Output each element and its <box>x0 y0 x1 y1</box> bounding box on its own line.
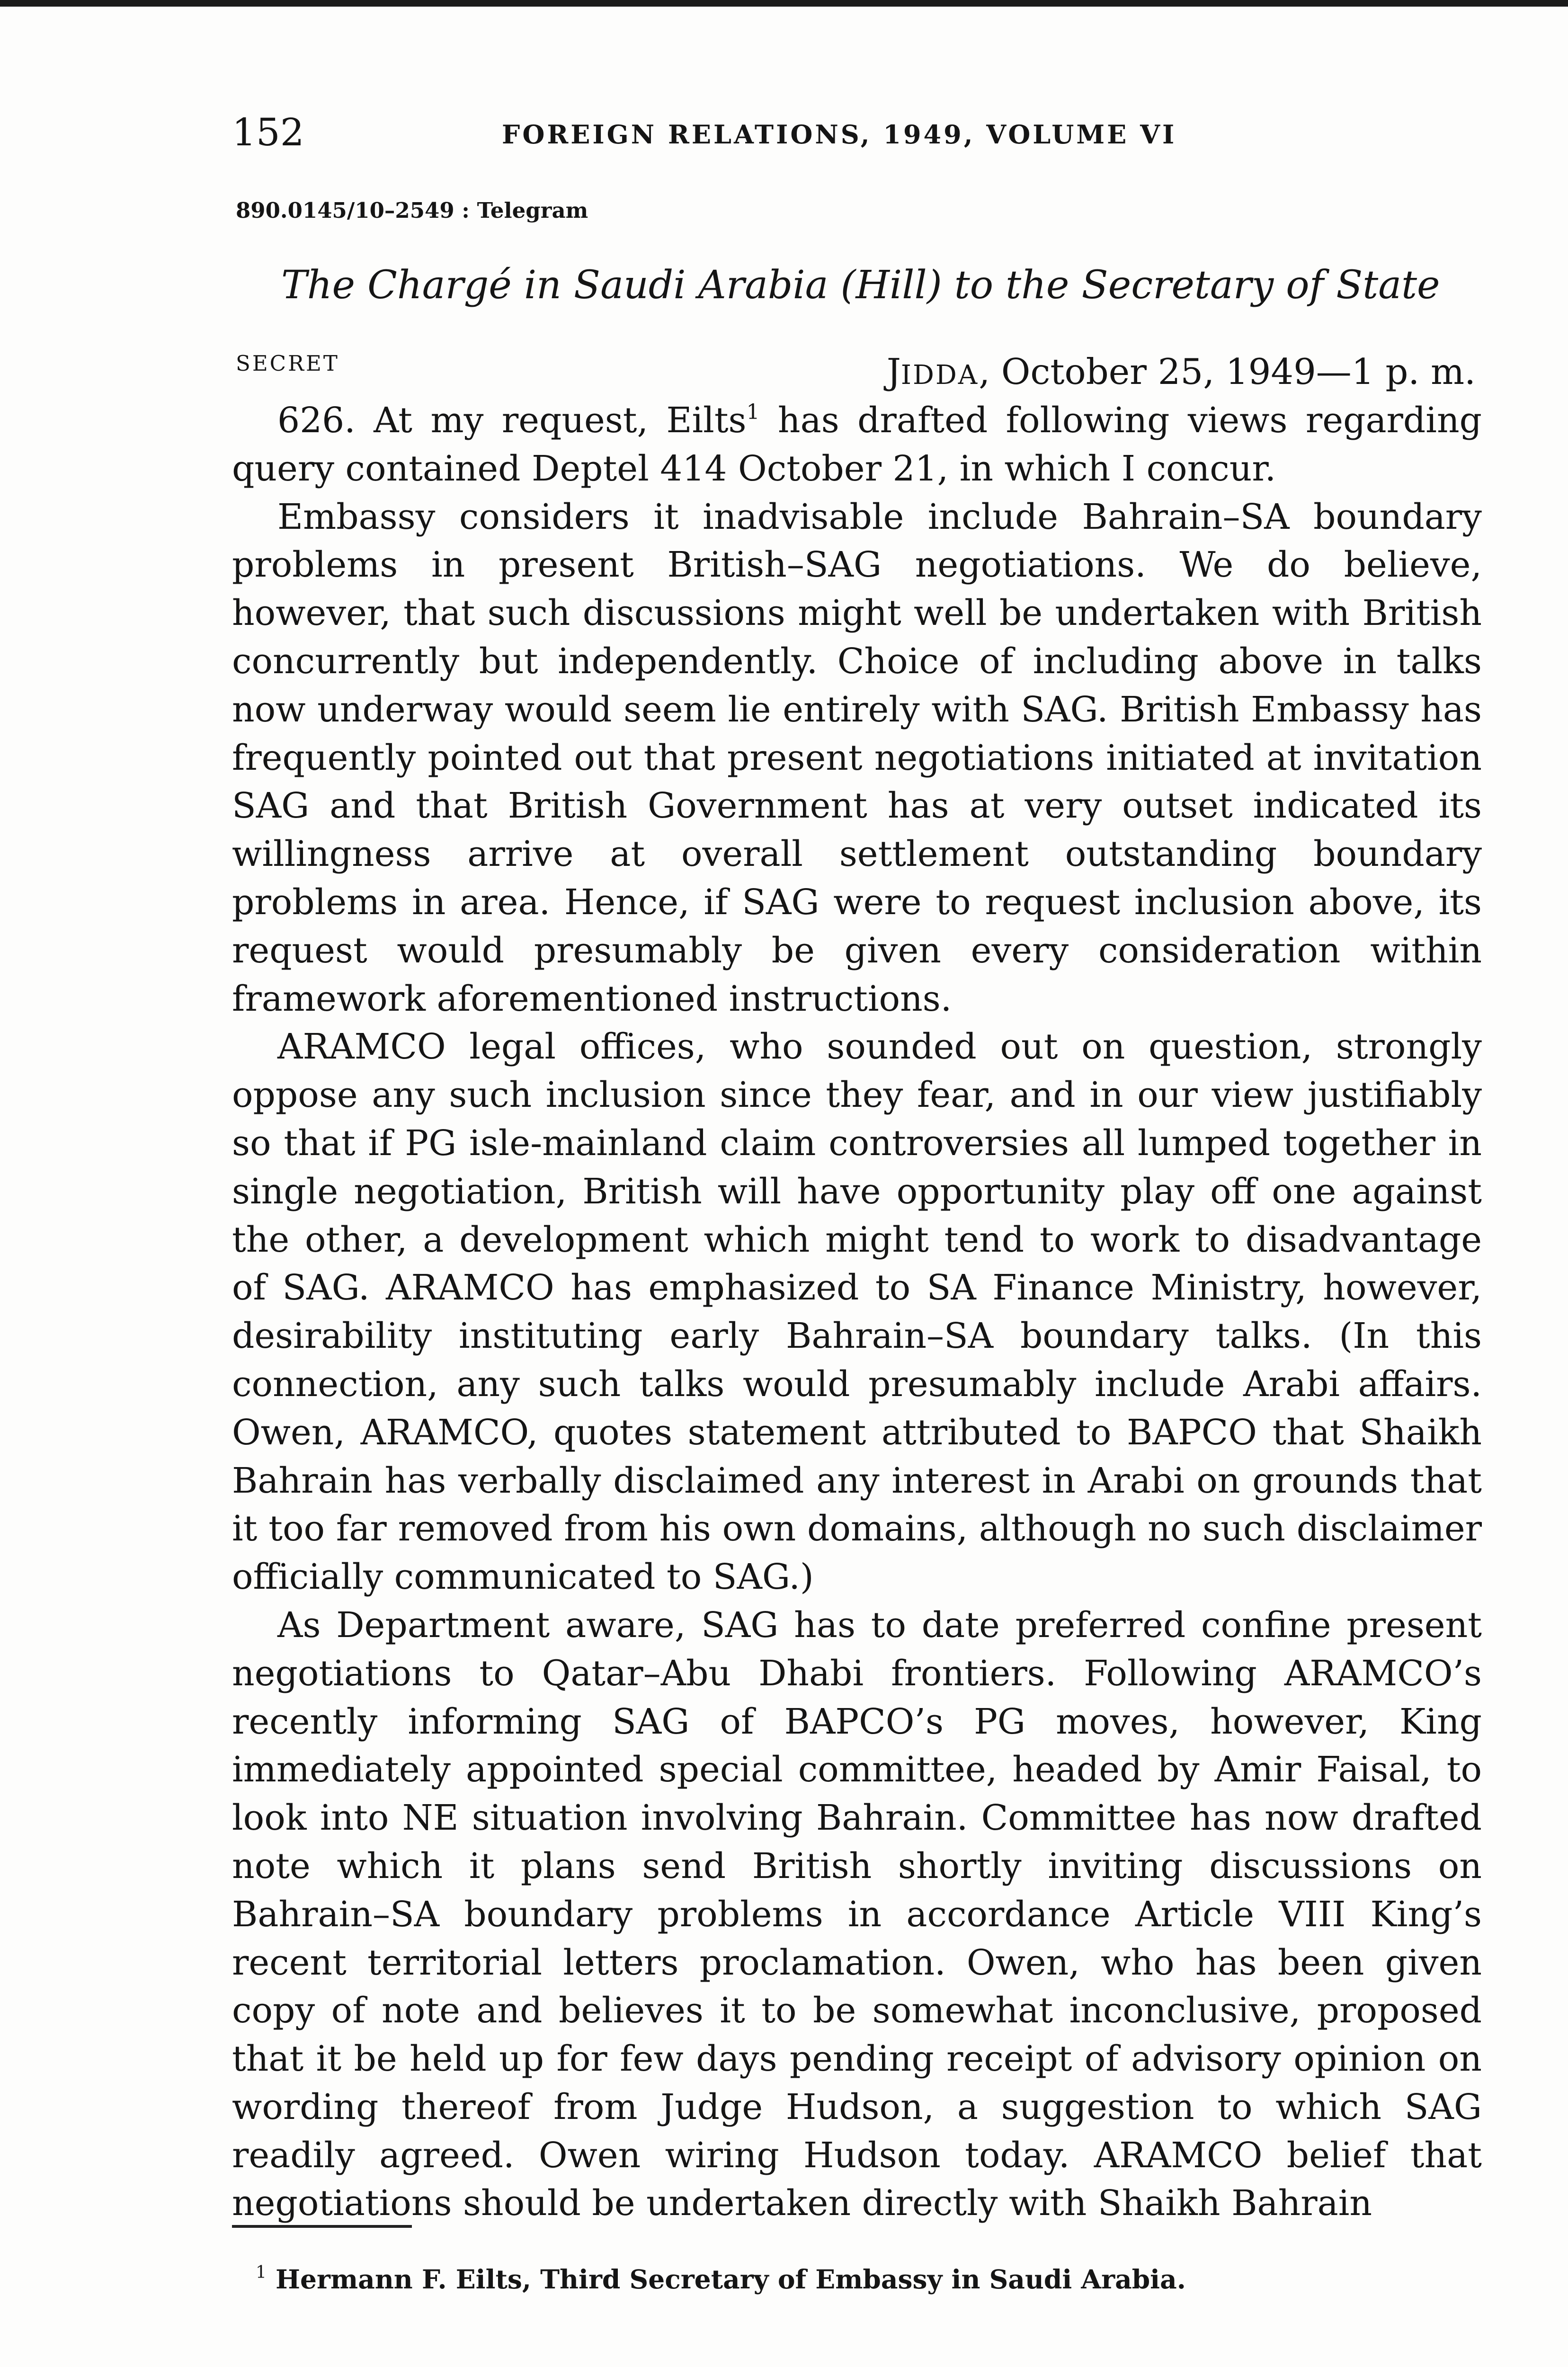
footnote <box>256 2258 1186 2301</box>
document-id: 890.0145/10–2549 : Telegram <box>236 198 588 223</box>
top-edge-rule <box>0 0 1568 7</box>
paragraph-1 <box>232 397 1482 493</box>
dateline-place-initial: J <box>886 351 901 392</box>
footnote-rule <box>232 2225 412 2228</box>
dateline-place-rest: IDDA <box>900 360 979 391</box>
footnote-marker: 1 <box>256 2263 267 2282</box>
running-title: FOREIGN RELATIONS, 1949, VOLUME VI <box>502 119 1177 150</box>
dateline <box>887 348 1476 399</box>
document-title: The Chargé in Saudi Arabia (Hill) to the Secretary of State <box>281 263 1440 308</box>
telegram-body <box>232 397 1482 2228</box>
paragraph-1-rest: has drafted following views regarding query contained Deptel 414 October 21, in which I concur. <box>232 400 1482 489</box>
paragraph-2: Embassy considers it inadvisable include Bahrain–SA boundary problems in present British–SAG negotiations. We do believe, however, that such discussions might well be undertaken with British concurrently but independently. Choice of including above in talks now underway would seem lie entirely with SAG. British Embassy has frequently pointed out that present negotiations initiated at invitation SAG and that British Government has at very outset indicated its willingness arrive at overall settlement outstanding boundary problems in area. Hence, if SAG were to request inclusion above, its request would presumably be given every consideration within framework aforementioned instructions. <box>232 496 1482 1019</box>
paragraph-1-opening: 626. At my request, Eilts <box>277 400 747 441</box>
running-header <box>232 109 1259 156</box>
footnote-text: Hermann F. Eilts, Third Secretary of Embassy in Saudi Arabia. <box>266 2264 1186 2295</box>
classification-marking: SECRET <box>236 351 339 376</box>
footnote-reference: 1 <box>746 400 760 424</box>
paragraph-4: As Department aware, SAG has to date preferred confine present negotiations to Qatar–Abu Dhabi frontiers. Following ARAMCO’s recently informing SAG of BAPCO’s PG moves, however, King immediately appointed special committee, headed by Amir Faisal, to look into NE situation involving Bahrain. Committee has now drafted note which it plans send British shortly inviting discussions on Bahrain–SA boundary problems in accordance Article VIII King’s recent territorial letters proclamation. Owen, who has been given copy of note and believes it to be somewhat inconclusive, proposed that it be held up for few days pending receipt of advisory opinion on wording thereof from Judge Hudson, a suggestion to which SAG readily agreed. Owen wiring Hudson today. ARAMCO belief that negotiations should be undertaken directly with Shaikh Bahrain <box>232 1604 1482 2224</box>
dateline-date: , October 25, 1949—1 p. m. <box>979 351 1476 392</box>
page-number: 152 <box>232 110 304 154</box>
paragraph-3: ARAMCO legal offices, who sounded out on question, strongly oppose any such inclusion since they fear, and in our view justifiably so that if PG isle-mainland claim controversies all lumped together in single negotiation, British will have opportunity play off one against the other, a development which might tend to work to disadvantage of SAG. ARAMCO has emphasized to SA Finance Ministry, however, desirability instituting early Bahrain–SA boundary talks. (In this connection, any such talks would presumably include Arabi affairs. Owen, ARAMCO, quotes statement attributed to BAPCO that Shaikh Bahrain has verbally disclaimed any interest in Arabi on grounds that it too far removed from his own domains, although no such disclaimer officially communicated to SAG.) <box>232 1026 1482 1598</box>
